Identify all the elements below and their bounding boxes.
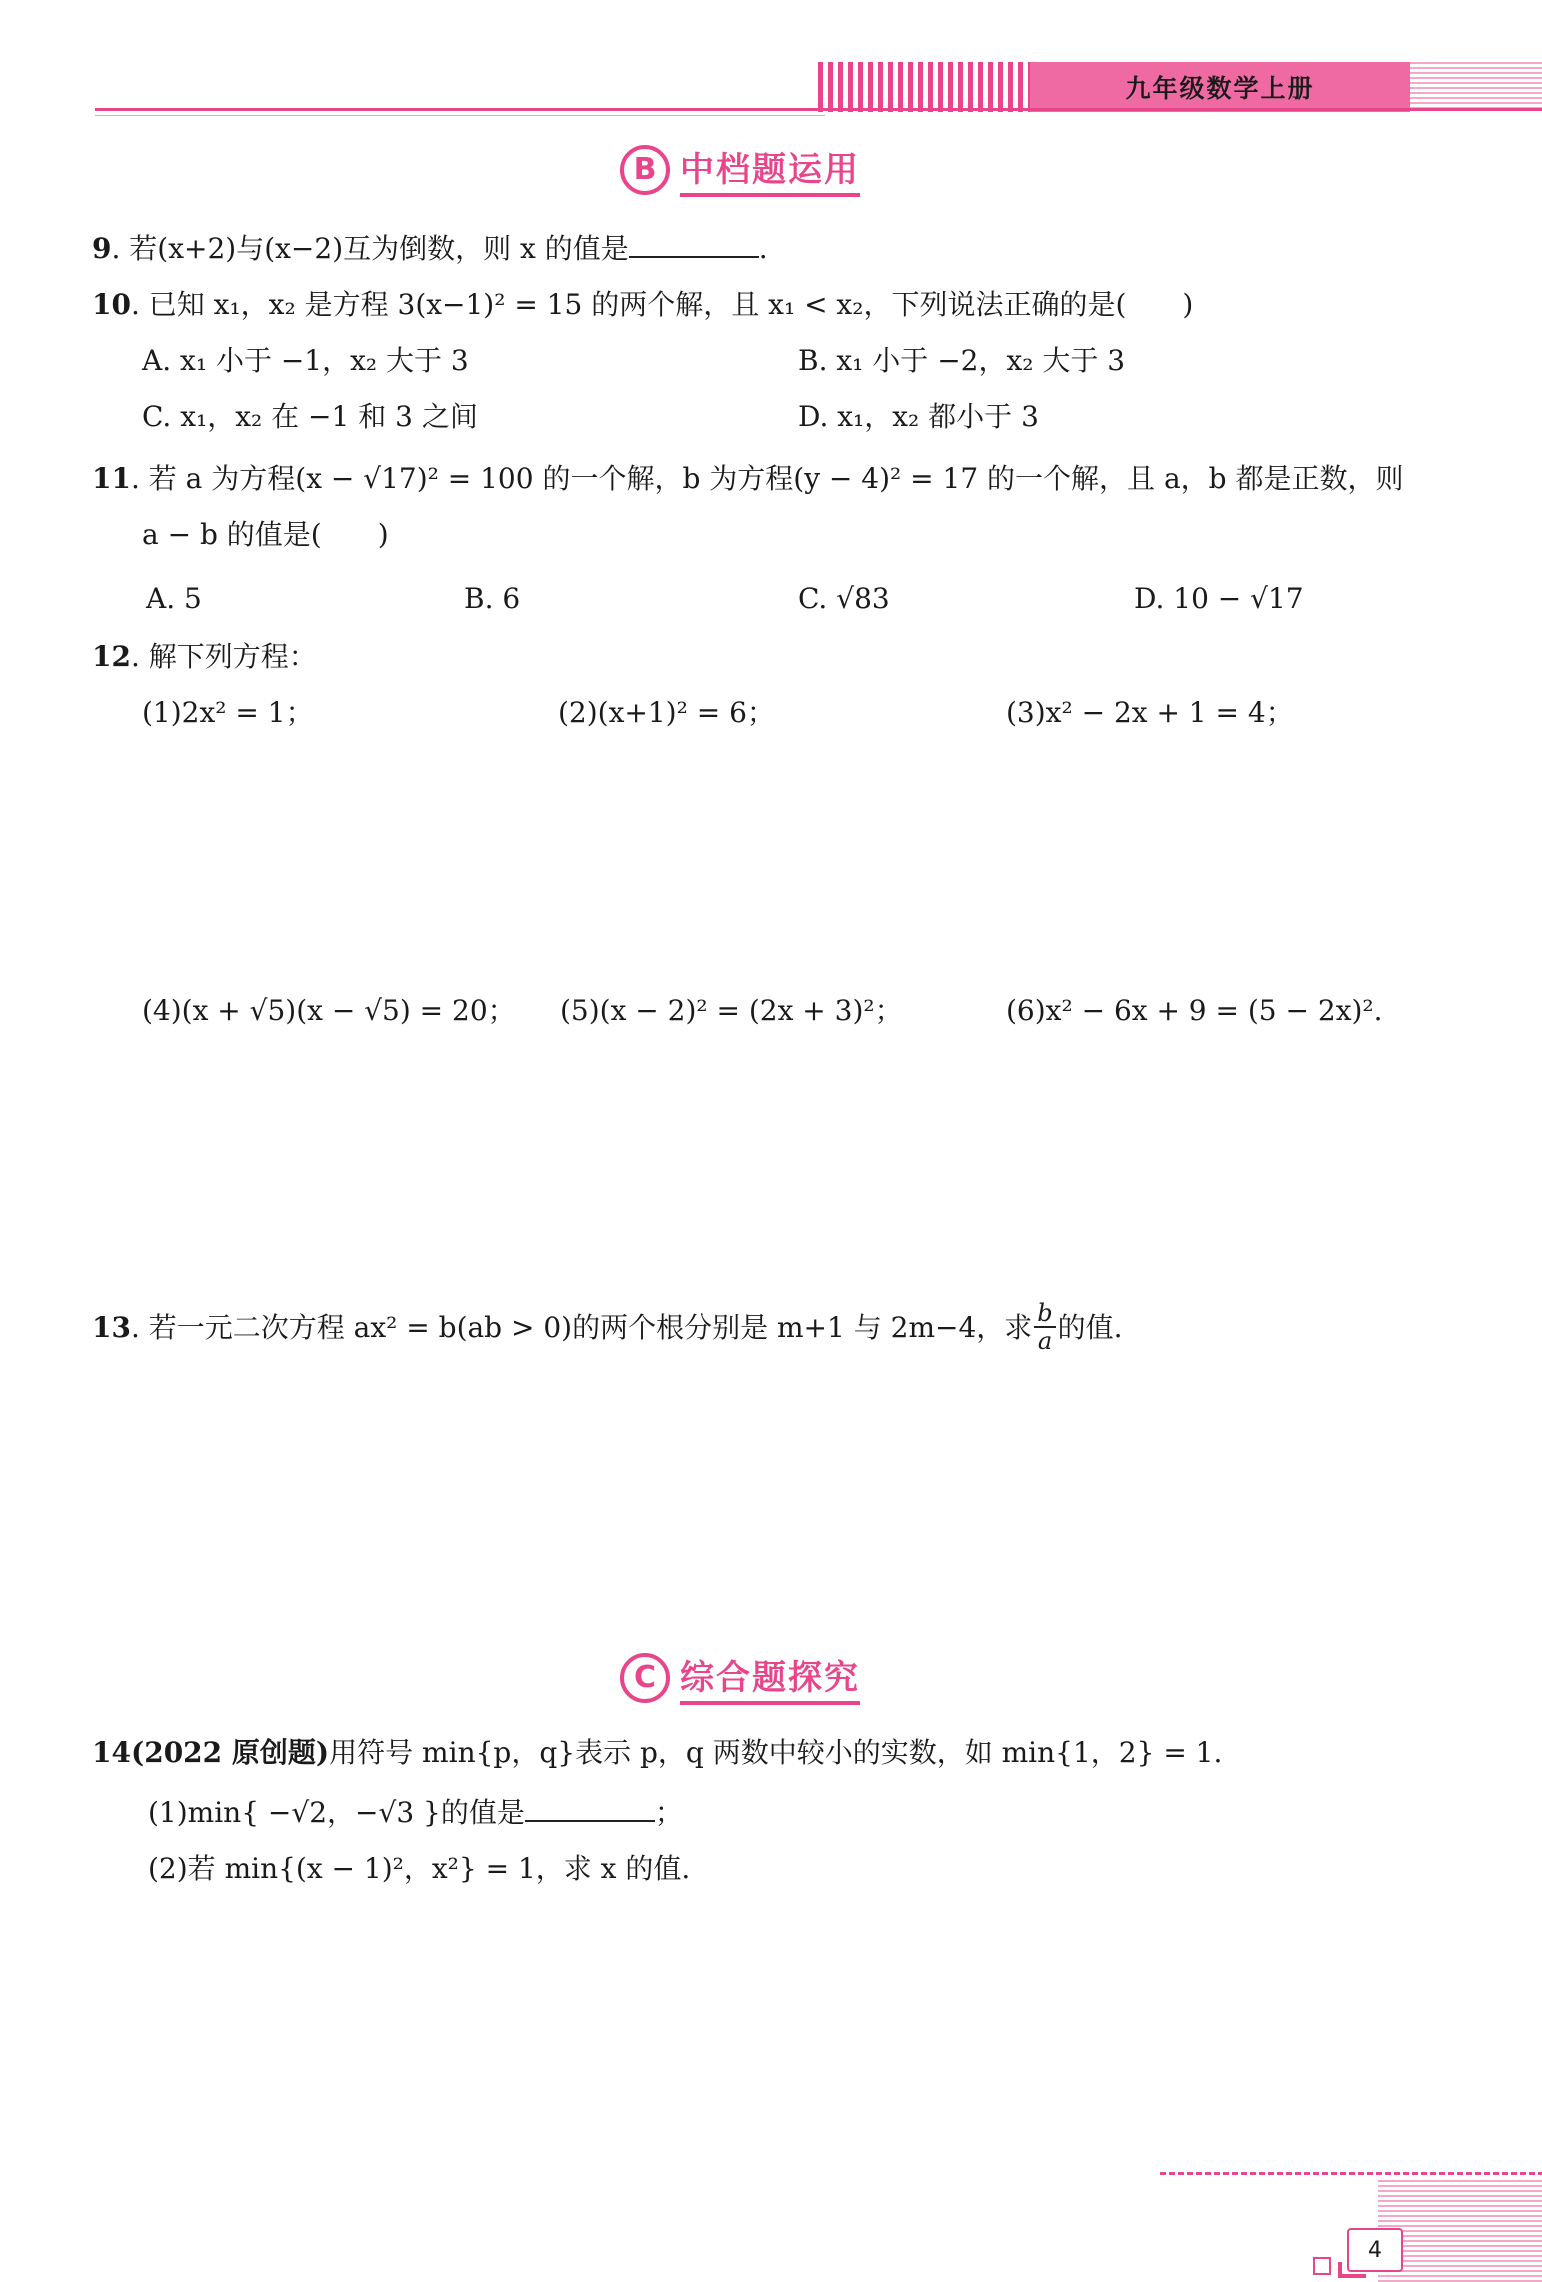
q14-part-1	[148, 1796, 683, 1830]
question-13	[92, 1300, 1123, 1355]
q14-part-1-end: ；	[654, 1796, 683, 1829]
q12-part-4: (4)(x + √5)(x − √5) = 20；	[142, 994, 516, 1027]
q10-option-a: A. x₁ 小于 −1，x₂ 大于 3	[142, 344, 469, 377]
section-c-badge: C	[620, 1653, 670, 1703]
q14-part-2: (2)若 min{(x − 1)²，x²} = 1，求 x 的值.	[148, 1852, 691, 1885]
header-rule	[95, 108, 1542, 111]
q13-text-end: 的值.	[1057, 1310, 1123, 1344]
q11-number: 11	[92, 462, 131, 495]
section-c-title: 综合题探究	[680, 1650, 860, 1705]
section-b-heading	[620, 142, 860, 197]
q11-option-a: A. 5	[146, 582, 202, 615]
q14-number: 14	[92, 1736, 131, 1769]
q12-part-5: (5)(x − 2)² = (2x + 3)²；	[560, 994, 903, 1027]
q9-answer-blank[interactable]	[629, 232, 759, 258]
q13-fraction-numerator: b	[1034, 1300, 1055, 1328]
q10-option-d: D. x₁，x₂ 都小于 3	[798, 400, 1039, 433]
q10-option-b: B. x₁ 小于 −2，x₂ 大于 3	[798, 344, 1126, 377]
q13-fraction-denominator: a	[1037, 1327, 1053, 1356]
q10-option-c: C. x₁，x₂ 在 −1 和 3 之间	[142, 400, 478, 433]
footer-square-icon	[1313, 2257, 1331, 2275]
q13-text: . 若一元二次方程 ax² = b(ab > 0)的两个根分别是 m+1 与 2m−4，求	[130, 1310, 1033, 1344]
q11-option-b: B. 6	[464, 582, 521, 615]
q12-part-1: (1)2x² = 1；	[142, 696, 314, 729]
question-14	[92, 1736, 1222, 1770]
header-stripes	[818, 62, 1038, 112]
q9-period: .	[758, 232, 768, 265]
question-9	[92, 232, 768, 266]
section-b-badge: B	[620, 145, 670, 195]
question-10	[92, 288, 1193, 322]
section-c-heading	[620, 1650, 860, 1705]
q14-answer-blank[interactable]	[525, 1796, 655, 1822]
question-11	[92, 462, 1403, 496]
page-number: 4	[1347, 2228, 1403, 2272]
q12-part-2: (2)(x+1)² = 6；	[558, 696, 775, 729]
q12-text: . 解下列方程：	[130, 640, 317, 673]
book-title: 九年级数学上册	[1030, 62, 1410, 112]
q10-number: 10	[92, 288, 131, 321]
q11-option-d: D. 10 − √17	[1134, 582, 1304, 615]
q12-number: 12	[92, 640, 131, 673]
q14-part-1-text: (1)min{ −√2，−√3 }的值是	[148, 1796, 525, 1829]
q12-part-6: (6)x² − 6x + 9 = (5 − 2x)².	[1006, 994, 1383, 1027]
q10-text: . 已知 x₁，x₂ 是方程 3(x−1)² = 15 的两个解，且 x₁ < x₂，下列说法正确的是( )	[130, 288, 1194, 321]
q13-fraction	[1034, 1300, 1055, 1355]
question-12	[92, 640, 317, 674]
header-rule-thin	[95, 115, 825, 116]
q11-text-line2: a − b 的值是( )	[142, 518, 389, 551]
q9-text: . 若(x+2)与(x−2)互为倒数，则 x 的值是	[111, 232, 629, 265]
q11-text-line1: . 若 a 为方程(x − √17)² = 100 的一个解，b 为方程(y − 4)² = 17 的一个解，且 a，b 都是正数，则	[130, 462, 1404, 495]
section-b-title: 中档题运用	[680, 142, 860, 197]
q13-number: 13	[92, 1310, 131, 1344]
footer-rule	[1160, 2172, 1542, 2175]
q12-part-3: (3)x² − 2x + 1 = 4；	[1006, 696, 1294, 729]
q9-number: 9	[92, 232, 112, 265]
header-tail-stripes	[1410, 62, 1542, 112]
q14-source: (2022 原创题)	[130, 1736, 330, 1769]
q14-text: 用符号 min{p，q}表示 p，q 两数中较小的实数，如 min{1，2} = 1.	[329, 1736, 1223, 1769]
q11-option-c: C. √83	[798, 582, 890, 615]
